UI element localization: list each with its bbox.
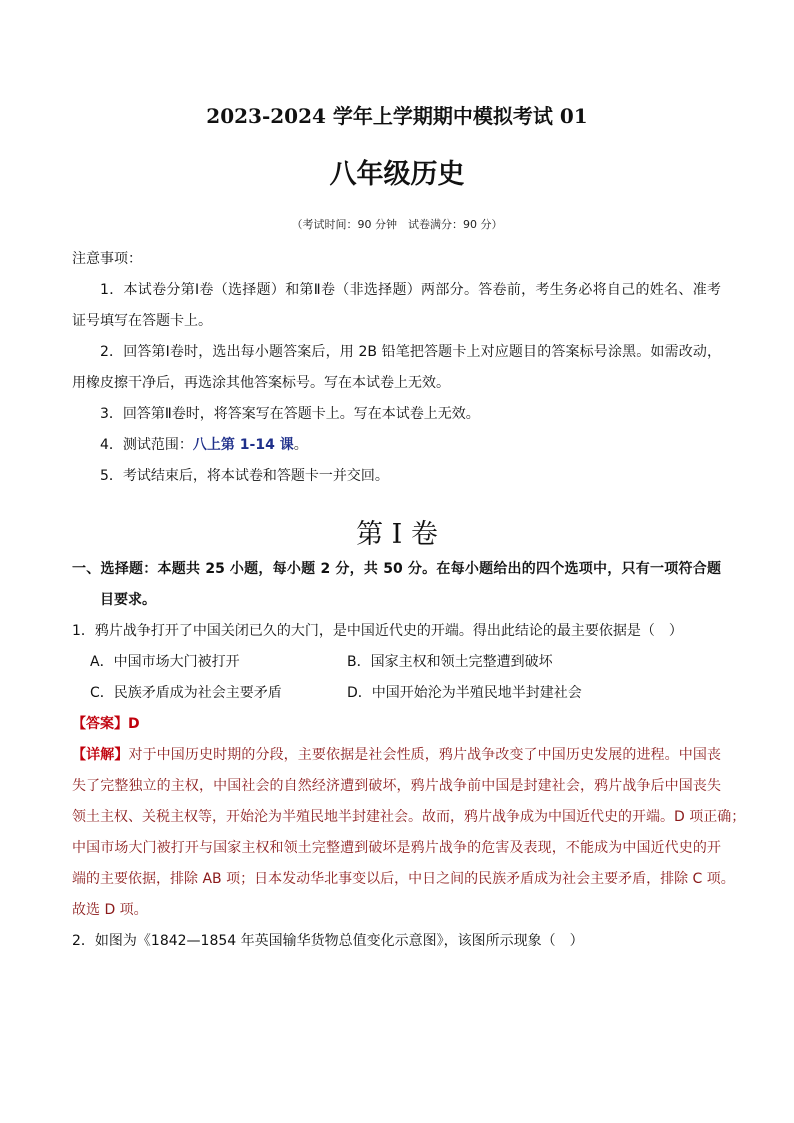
notice-item-1-line1: 1．本试卷分第Ⅰ卷（选择题）和第Ⅱ卷（非选择题）两部分。答卷前，考生务必将自己的姓名、准考 (100, 282, 721, 298)
detail-line-6: 故选 D 项。 (72, 902, 148, 918)
detail-line-3: 领土主权、关税主权等，开始沦为半殖民地半封建社会。故而，鸦片战争成为中国近代史的开端。D 项正确； (72, 809, 746, 825)
detail-label: 【详解】 (72, 747, 129, 763)
question-1-option-d: D．中国开始沦为半殖民地半封建社会 (347, 685, 582, 701)
question-1-stem: 1．鸦片战争打开了中国关闭已久的大门，是中国近代史的开端。得出此结论的最主要依据是（ ） (72, 623, 683, 639)
exam-title: 2023-2024 学年上学期期中模拟考试 01 (206, 104, 588, 128)
question-1-option-b: B．国家主权和领土完整遭到破坏 (347, 654, 553, 670)
section-heading-line1: 一、选择题：本题共 25 小题，每小题 2 分，共 50 分。在每小题给出的四个选项中，只有一项符合题 (72, 561, 721, 577)
notice-item-1-line2: 证号填写在答题卡上。 (72, 313, 212, 329)
test-scope-highlight: 八上第 1-14 课 (192, 437, 294, 453)
notice-item-4 (100, 435, 308, 455)
notice-heading: 注意事项： (72, 251, 142, 267)
answer-line (72, 714, 140, 734)
question-2-stem: 2．如图为《1842—1854 年英国输华货物总值变化示意图》，该图所示现象（ ） (72, 933, 584, 949)
exam-subject-title: 八年级历史 (329, 159, 465, 190)
volume-title: 第 I 卷 (356, 519, 438, 550)
answer-label: 【答案】 (72, 716, 128, 732)
notice-item-5: 5．考试结束后，将本试卷和答题卡一并交回。 (100, 468, 389, 484)
answer-value: D (128, 716, 140, 732)
notice-item-2-line2: 用橡皮擦干净后，再选涂其他答案标号。写在本试卷上无效。 (72, 375, 450, 391)
detail-text-1: 对于中国历史时期的分段，主要依据是社会性质，鸦片战争改变了中国历史发展的进程。中国丧 (128, 747, 722, 763)
notice-item-4-prefix: 4．测试范围： (100, 437, 193, 453)
question-1-option-c: C．民族矛盾成为社会主要矛盾 (90, 685, 282, 701)
notice-item-3: 3．回答第Ⅱ卷时，将答案写在答题卡上。写在本试卷上无效。 (100, 406, 480, 422)
detail-line-2: 失了完整独立的主权，中国社会的自然经济遭到破坏，鸦片战争前中国是封建社会，鸦片战争后中国丧失 (72, 778, 721, 794)
detail-line-1 (72, 745, 721, 765)
question-1-option-a: A．中国市场大门被打开 (90, 654, 240, 670)
detail-line-4: 中国市场大门被打开与国家主权和领土完整遭到破坏是鸦片战争的危害及表现，不能成为中国近代史的开 (72, 840, 721, 856)
notice-item-4-suffix: 。 (293, 437, 308, 453)
detail-line-5: 端的主要依据，排除 AB 项；日本发动华北事变以后，中日之间的民族矛盾成为社会主要矛盾，排除 C 项。 (72, 871, 735, 887)
section-heading-line2: 目要求。 (100, 592, 156, 608)
exam-time-info: （考试时间：90 分钟 试卷满分：90 分） (291, 218, 503, 231)
notice-item-2-line1: 2．回答第Ⅰ卷时，选出每小题答案后，用 2B 铅笔把答题卡上对应题目的答案标号涂黑。如需改动， (100, 344, 721, 360)
